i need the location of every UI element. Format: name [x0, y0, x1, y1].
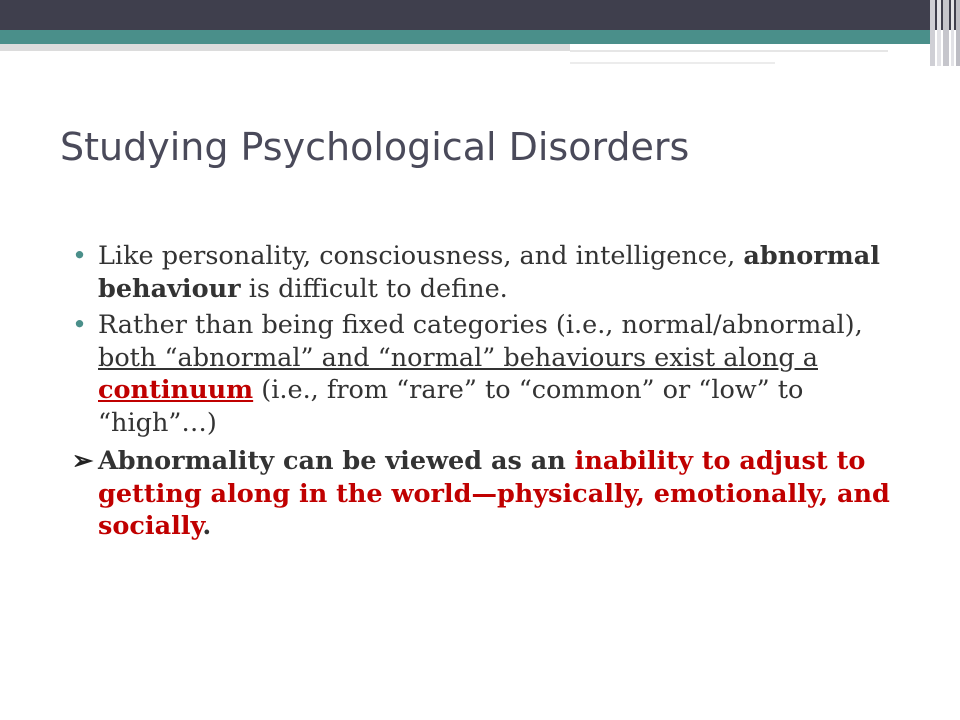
bullet-item: [72, 240, 912, 305]
decorative-strip: [951, 0, 954, 66]
header-grey-bar: [0, 44, 570, 51]
header-accent-band: [0, 30, 930, 44]
header-rule-short: [570, 62, 775, 64]
decorative-strip: [937, 0, 941, 66]
bullet-text: (i.e., from “rare” to “common” or “low” to “high”…): [98, 375, 804, 438]
bullet-item-arrow: [72, 445, 912, 543]
decorative-strip: [943, 0, 949, 66]
highlighted-definition: inability to adjust to getting along in the world—physically, emotionally, and socially: [98, 446, 890, 541]
slide-body: [72, 240, 912, 547]
key-term: abnormal behaviour: [98, 241, 880, 304]
bullet-text: Abnormality can be viewed as an: [98, 446, 575, 476]
header-band: [0, 0, 960, 30]
bullet-text: .: [202, 511, 212, 541]
bullet-text: Like personality, consciousness, and intelligence,: [98, 241, 744, 271]
bullet-dot-icon: •: [72, 310, 88, 340]
slide-title: Studying Psychological Disorders: [60, 125, 690, 169]
decorative-strip: [930, 0, 935, 66]
bullet-text: is difficult to define.: [240, 273, 508, 304]
arrow-bullet-icon: ➢: [72, 446, 94, 476]
header-rule: [570, 50, 888, 52]
bullet-text: Rather than being fixed categories (i.e., normal/abnormal),: [98, 310, 863, 340]
underlined-text: both “abnormal” and “normal” behaviours exist along a: [98, 342, 818, 373]
decorative-strip: [956, 0, 960, 66]
key-term-continuum: continuum: [98, 375, 254, 405]
bullet-item: [72, 309, 912, 439]
bullet-dot-icon: •: [72, 241, 88, 271]
